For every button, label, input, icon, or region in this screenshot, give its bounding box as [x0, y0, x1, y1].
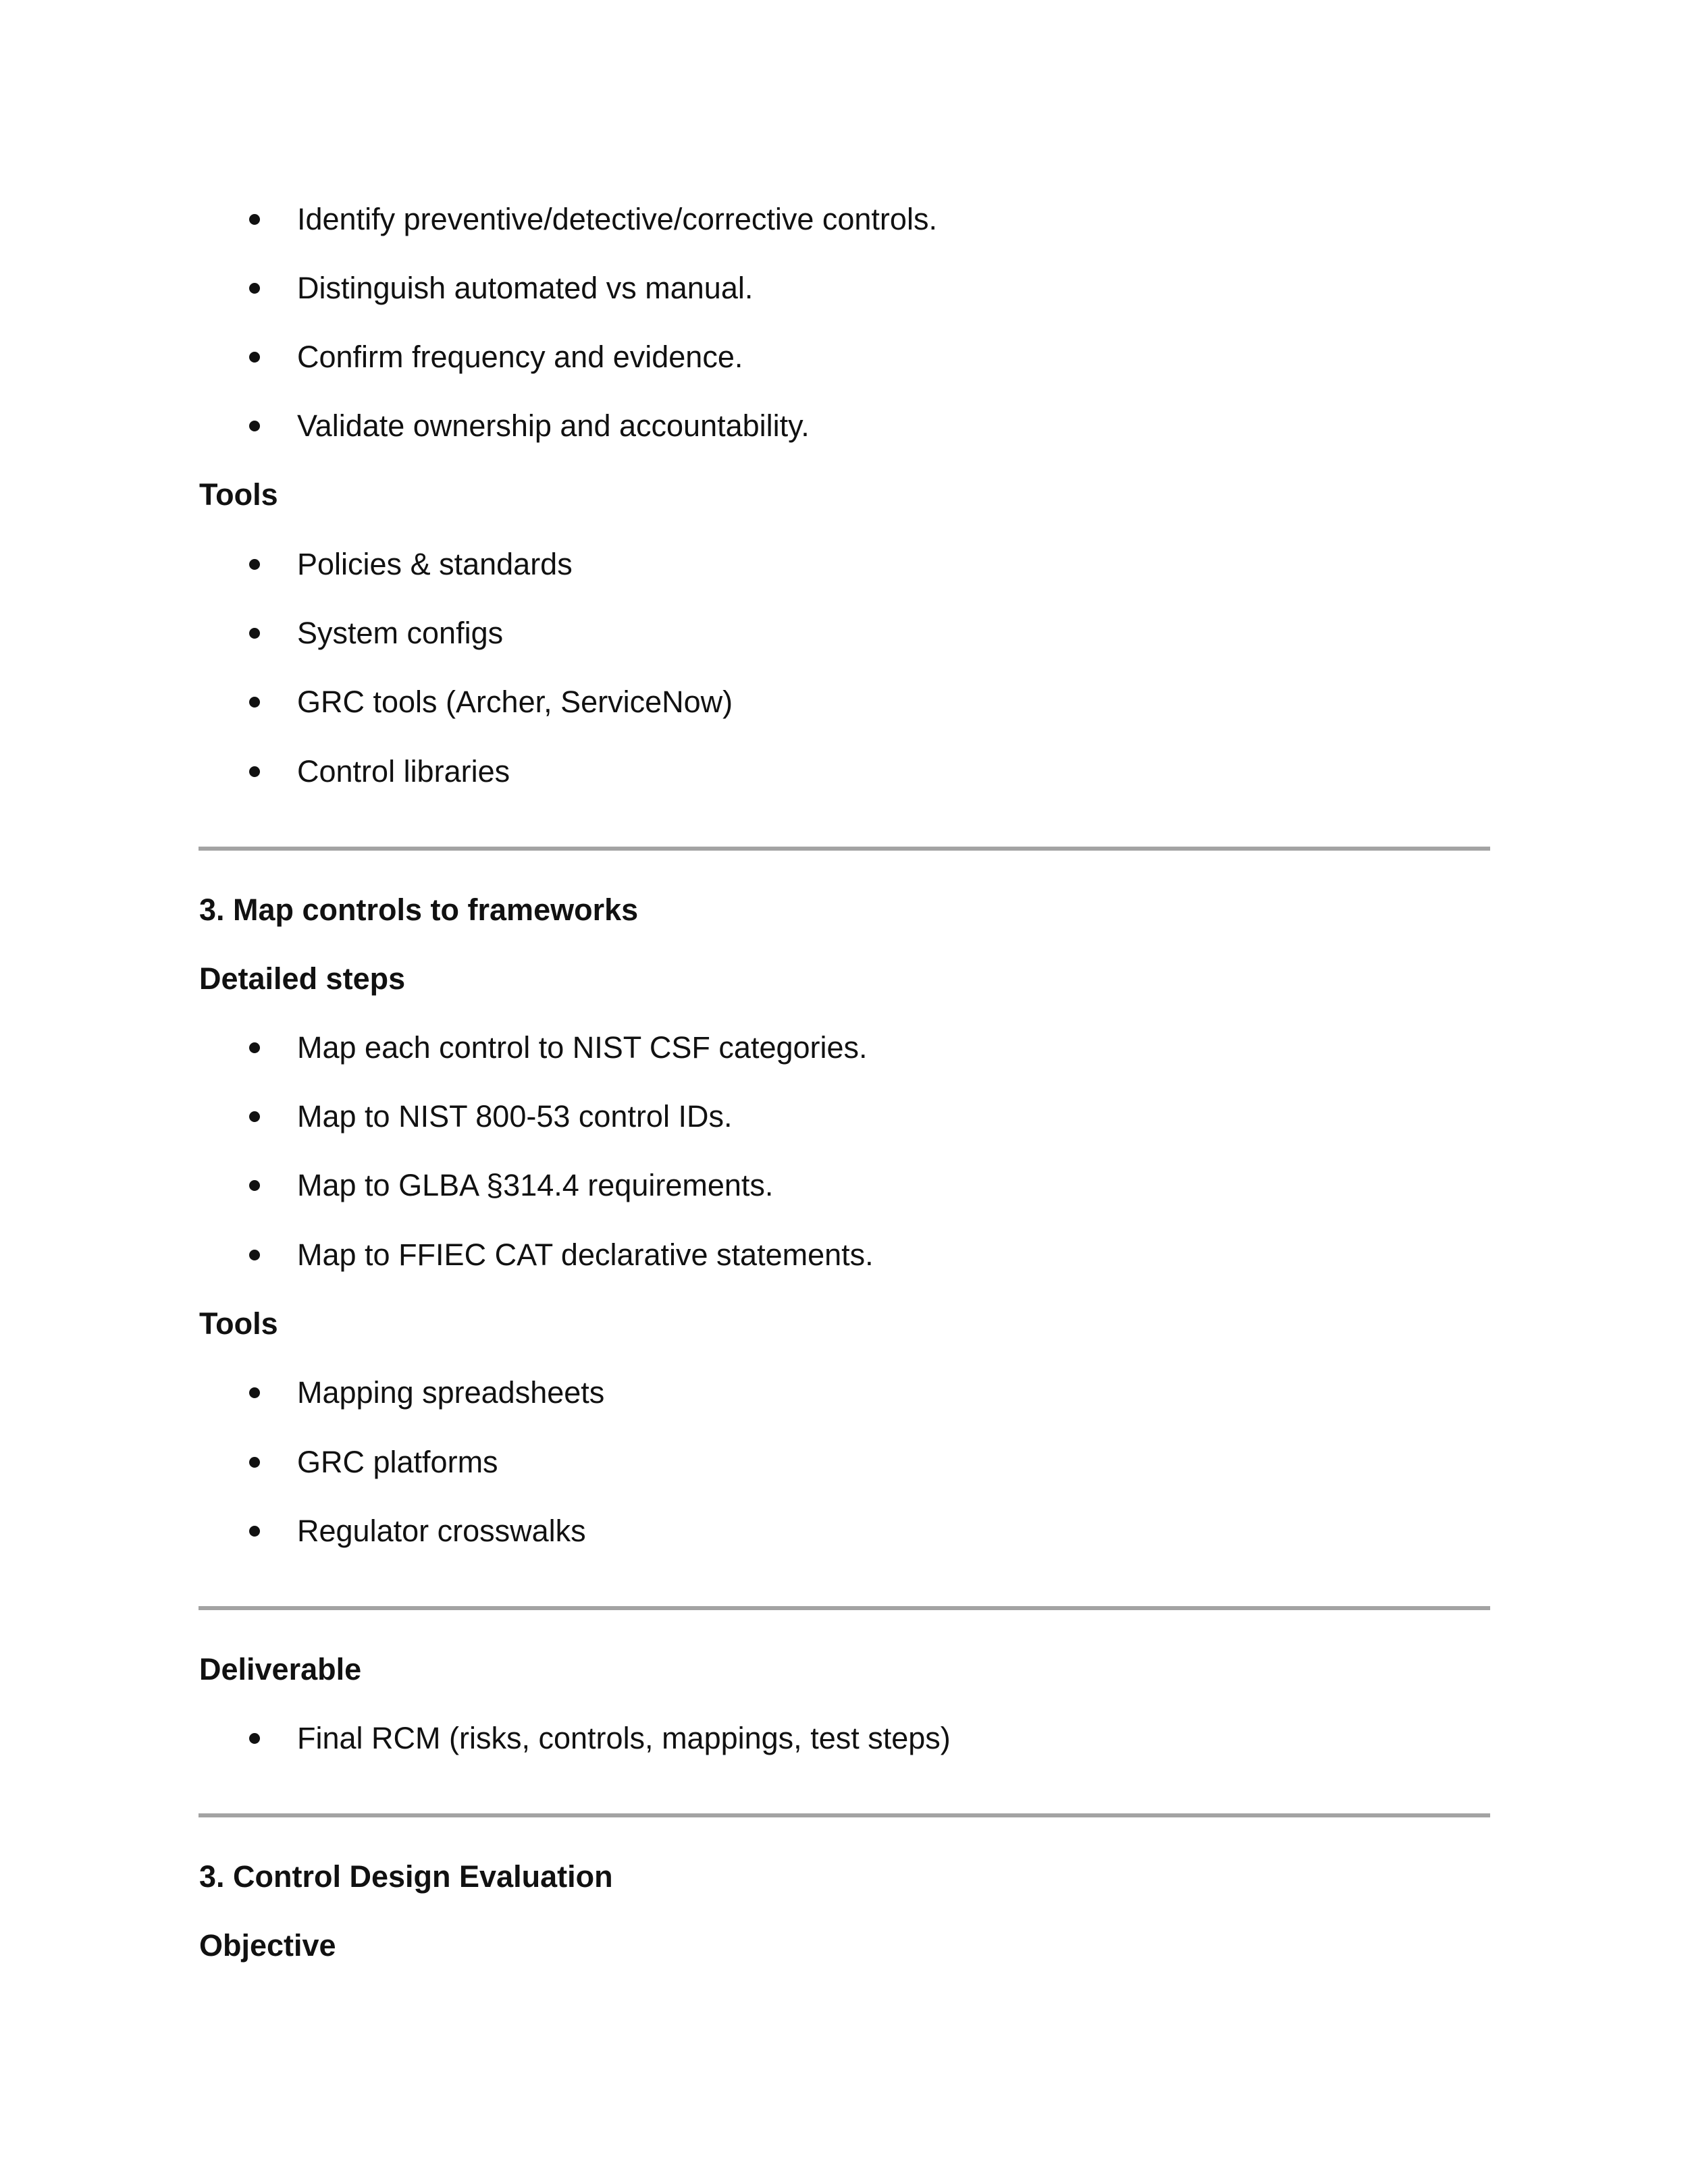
- bullet-icon: [249, 1180, 260, 1191]
- bullet-icon: [249, 1250, 260, 1260]
- list-item-text: Identify preventive/detective/corrective controls.: [297, 202, 937, 236]
- bullet-icon: [249, 1387, 260, 1398]
- bullet-icon: [249, 559, 260, 570]
- list-item: [0, 682, 1485, 722]
- section-divider: [199, 1813, 1490, 1817]
- objective-heading: Objective: [199, 1928, 336, 1963]
- list-item: [0, 337, 1485, 377]
- list-item: [0, 1028, 1485, 1068]
- list-item-text: System configs: [297, 616, 504, 650]
- list-item: [0, 1718, 1485, 1759]
- detailed-steps-heading: Detailed steps: [199, 961, 406, 996]
- section-divider: [199, 1606, 1490, 1610]
- tools-heading: Tools: [199, 477, 278, 512]
- bullet-icon: [249, 1733, 260, 1744]
- list-item: [0, 1373, 1485, 1413]
- list-item: [0, 268, 1485, 309]
- list-item-text: GRC tools (Archer, ServiceNow): [297, 685, 733, 719]
- section-title: 3. Map controls to frameworks: [199, 893, 639, 927]
- list-item-text: Policies & standards: [297, 547, 573, 581]
- list-item-text: GRC platforms: [297, 1445, 498, 1479]
- bullet-icon: [249, 1457, 260, 1468]
- bullet-icon: [249, 421, 260, 431]
- list-item-text: Confirm frequency and evidence.: [297, 340, 743, 374]
- list-item-text: Regulator crosswalks: [297, 1514, 586, 1548]
- bullet-icon: [249, 628, 260, 639]
- bullet-icon: [249, 1042, 260, 1053]
- bullet-icon: [249, 697, 260, 708]
- list-item-text: Map to NIST 800-53 control IDs.: [297, 1099, 733, 1134]
- bullet-icon: [249, 283, 260, 294]
- list-item: [0, 406, 1485, 446]
- list-item-text: Distinguish automated vs manual.: [297, 271, 754, 305]
- section-title: 3. Control Design Evaluation: [199, 1859, 613, 1894]
- list-item: [0, 199, 1485, 240]
- list-item: [0, 1096, 1485, 1137]
- bullet-icon: [249, 352, 260, 363]
- list-item-text: Mapping spreadsheets: [297, 1375, 605, 1410]
- list-item-text: Map each control to NIST CSF categories.: [297, 1030, 868, 1065]
- bullet-icon: [249, 1111, 260, 1122]
- list-item: [0, 751, 1485, 792]
- list-item: [0, 544, 1485, 585]
- list-item-text: Map to GLBA §314.4 requirements.: [297, 1168, 774, 1202]
- list-item-text: Validate ownership and accountability.: [297, 408, 810, 443]
- list-item: [0, 613, 1485, 654]
- list-item-text: Final RCM (risks, controls, mappings, test steps): [297, 1721, 951, 1755]
- section-divider: [199, 847, 1490, 851]
- deliverable-heading: Deliverable: [199, 1652, 362, 1686]
- list-item: [0, 1235, 1485, 1275]
- list-item: [0, 1511, 1485, 1551]
- tools-heading: Tools: [199, 1306, 278, 1341]
- list-item-text: Map to FFIEC CAT declarative statements.: [297, 1237, 874, 1272]
- list-item: [0, 1165, 1485, 1206]
- bullet-icon: [249, 1526, 260, 1537]
- list-item-text: Control libraries: [297, 754, 510, 789]
- bullet-icon: [249, 766, 260, 777]
- bullet-icon: [249, 214, 260, 225]
- list-item: [0, 1442, 1485, 1483]
